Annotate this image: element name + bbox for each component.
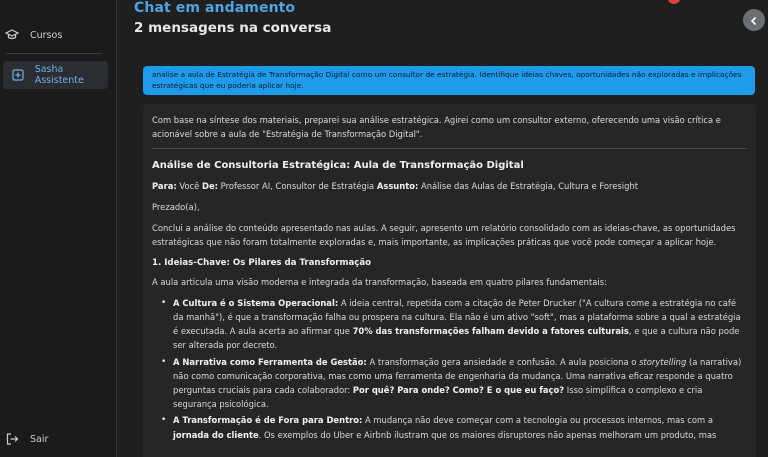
logout-icon (5, 432, 19, 446)
bullet-list (152, 296, 747, 442)
message-count: 2 mensagens na conversa (134, 20, 332, 36)
assistant-icon (12, 68, 25, 82)
divider (152, 148, 747, 149)
response-intro: Com base na síntese dos materiais, preparei sua análise estratégica. Agirei como um consultor externo, oferecendo uma visão crítica e acionável sobre a aula de "Estratégia de Transformação Digital". (152, 115, 721, 140)
page-title: Chat em andamento (134, 0, 296, 16)
sidebar-item-sair[interactable] (3, 426, 108, 452)
list-item: • A Transformação é de Fora para Dentro: A mudança não deve começar com a tecnologia ou processos internos, mas com a jornada do cliente. Os exemplos do Uber e Airbnb ilustram que os maiores disruptores não apenas melhoram um produto, mas (161, 413, 747, 441)
list-item: • A Narrativa como Ferramenta de Gestão: A transformação gera ansiedade e confusão. A aula posiciona o storytelling (a narrativa) não como comunicação corporativa, mas como uma ferramenta de engenharia da mudança. Uma narrativa eficaz responde a quatro perguntas cruciais para cada colaborador: Por quê? Para onde? Como? E o que eu faço? Isso simplifica o complexo e cria segurança psicológica. (161, 355, 747, 412)
memo-header: Para: Você De: Professor AI, Consultor de Estratégia Assunto: Análise das Aulas de Estratégia, Cultura e Foresight (152, 180, 638, 191)
greeting: Prezado(a), (152, 201, 200, 212)
back-button[interactable] (743, 9, 765, 31)
chevron-left-icon (749, 11, 759, 30)
graduation-cap-icon (5, 28, 19, 42)
status-indicator (668, 0, 680, 4)
section-intro: A aula articula uma visão moderna e integrada da transformação, baseada em quatro pilares fundamentais: (152, 276, 607, 287)
sidebar-item-label: Sasha Assistente (34, 64, 84, 86)
section-title: 1. Ideias-Chave: Os Pilares da Transformação (152, 258, 372, 269)
assistant-response (143, 104, 756, 457)
response-paragraph: Conclui a análise do conteúdo apresentado nas aulas. A seguir, apresento um relatório consolidado com as ideias-chave, as oportunidades estratégicas que não foram totalmente exploradas e, mais importante, as implicações práticas que você pode começar a aplicar hoje. (152, 223, 736, 248)
sidebar-item-label: Cursos (30, 29, 63, 41)
sidebar (0, 0, 117, 457)
list-item: • A Cultura é o Sistema Operacional: A ideia central, repetida com a citação de Peter Drucker ("A cultura come a estratégia no café da manhã"), é que a transformação falha ou prospera na cultura. Ela não é um ativo "soft", mas a plataforma sobre a qual a estratégia é executada. A aula acerta ao afirmar que 70% das transformações falham devido a fatores culturais, e que a cultura não pode ser alterada por decreto. (161, 296, 747, 353)
user-message: analise a aula de Estratégia de Transformação Digital como um consultor de estratégia. Identifique ideias chaves, oportunidades não exploradas e implicações estratégicas que eu poderia aplicar hoje. (143, 66, 755, 95)
sidebar-item-label: Sair (30, 433, 49, 445)
response-heading: Análise de Consultoria Estratégica: Aula de Transformação Digital (152, 160, 524, 172)
sidebar-item-sasha-assistente[interactable] (3, 61, 108, 89)
sidebar-divider (6, 53, 102, 54)
sidebar-item-cursos[interactable] (3, 22, 108, 48)
